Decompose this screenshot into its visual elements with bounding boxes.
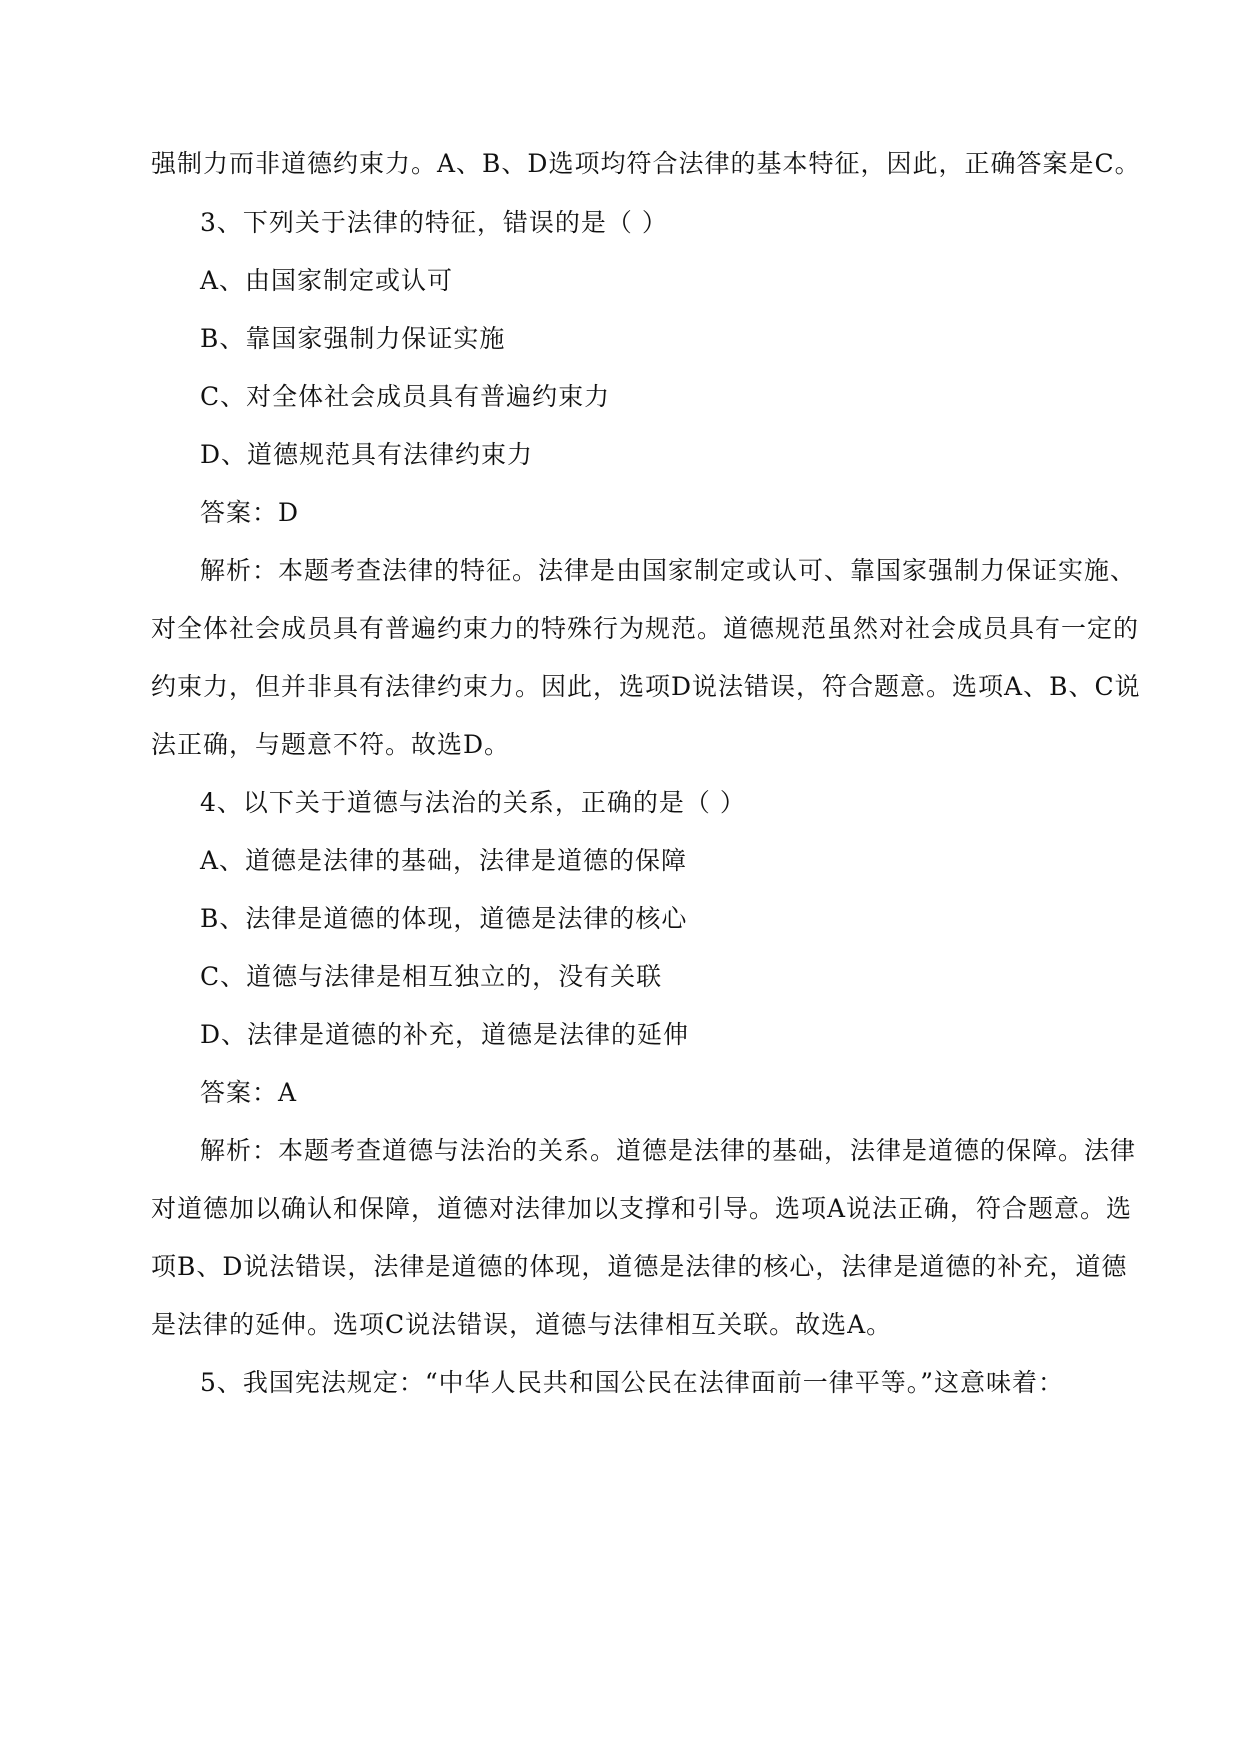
paragraph-line: 强制力而非道德约束力。A、B、D选项均符合法律的基本特征，因此，正确答案是C。 [151,149,1141,178]
question-3-analysis-line: 对全体社会成员具有普遍约束力的特殊行为规范。道德规范虽然对社会成员具有一定的 [151,614,1140,643]
question-5-stem: 5、我国宪法规定：“中华人民共和国公民在法律面前一律平等。”这意味着： [200,1368,1064,1397]
question-4-analysis-line: 项B、D说法错误，法律是道德的体现，道德是法律的核心，法律是道德的补充，道德 [151,1252,1128,1281]
question-4-option-b: B、法律是道德的体现，道德是法律的核心 [200,904,688,933]
question-4-analysis-line: 解析：本题考查道德与法治的关系。道德是法律的基础，法律是道德的保障。法律 [200,1136,1137,1165]
question-3-analysis-line: 法正确，与题意不符。故选D。 [151,730,511,759]
question-4-answer: 答案：A [200,1078,298,1107]
question-4-option-c: C、道德与法律是相互独立的，没有关联 [200,962,663,991]
question-3-option-b: B、靠国家强制力保证实施 [200,324,506,353]
question-3-option-a: A、由国家制定或认可 [200,266,454,295]
question-3-option-d: D、道德规范具有法律约束力 [200,440,534,469]
question-3-analysis-line: 解析：本题考查法律的特征。法律是由国家制定或认可、靠国家强制力保证实施、 [200,556,1137,585]
question-4-stem: 4、以下关于道德与法治的关系，正确的是（ ） [200,788,746,817]
question-4-option-a: A、道德是法律的基础，法律是道德的保障 [200,846,688,875]
question-3-answer: 答案：D [200,498,300,527]
question-4-analysis-line: 是法律的延伸。选项C说法错误，道德与法律相互关联。故选A。 [151,1310,893,1339]
question-4-analysis-line: 对道德加以确认和保障，道德对法律加以支撑和引导。选项A说法正确，符合题意。选 [151,1194,1133,1223]
question-3-stem: 3、下列关于法律的特征，错误的是（ ） [200,208,668,237]
question-3-analysis-line: 约束力，但并非具有法律约束力。因此，选项D说法错误，符合题意。选项A、B、C说 [151,672,1141,701]
question-4-option-d: D、法律是道德的补充，道德是法律的延伸 [200,1020,690,1049]
question-3-option-c: C、对全体社会成员具有普遍约束力 [200,382,611,411]
